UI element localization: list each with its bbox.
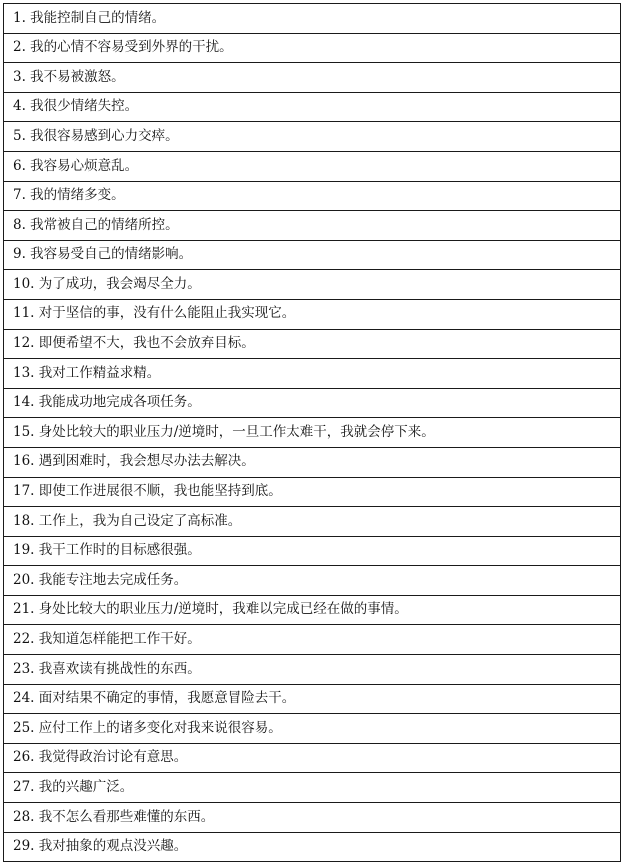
table-row — [4, 507, 621, 537]
table-row — [4, 151, 621, 181]
table-row — [4, 4, 621, 34]
table-row — [4, 447, 621, 477]
item-text: 1. 我能控制自己的情绪。 — [4, 4, 621, 34]
table-row — [4, 536, 621, 566]
table-row — [4, 714, 621, 744]
table-row — [4, 211, 621, 241]
item-text: 9. 我容易受自己的情绪影响。 — [4, 240, 621, 270]
item-text: 8. 我常被自己的情绪所控。 — [4, 211, 621, 241]
item-text: 18. 工作上，我为自己设定了高标准。 — [4, 507, 621, 537]
table-row — [4, 33, 621, 63]
table-row — [4, 625, 621, 655]
table-row — [4, 63, 621, 93]
item-text: 12. 即便希望不大，我也不会放弃目标。 — [4, 329, 621, 359]
table-row — [4, 595, 621, 625]
item-text: 24. 面对结果不确定的事情，我愿意冒险去干。 — [4, 684, 621, 714]
table-row — [4, 803, 621, 833]
table-row — [4, 122, 621, 152]
item-text: 13. 我对工作精益求精。 — [4, 359, 621, 389]
table-row — [4, 743, 621, 773]
item-text: 23. 我喜欢读有挑战性的东西。 — [4, 655, 621, 685]
table-row — [4, 181, 621, 211]
item-text: 27. 我的兴趣广泛。 — [4, 773, 621, 803]
item-text: 5. 我很容易感到心力交瘁。 — [4, 122, 621, 152]
table-row — [4, 832, 621, 862]
item-text: 10. 为了成功，我会竭尽全力。 — [4, 270, 621, 300]
item-text: 29. 我对抽象的观点没兴趣。 — [4, 832, 621, 862]
table-row — [4, 240, 621, 270]
table-row — [4, 684, 621, 714]
table-row — [4, 773, 621, 803]
item-text: 11. 对于坚信的事，没有什么能阻止我实现它。 — [4, 299, 621, 329]
item-text: 17. 即使工作进展很不顺，我也能坚持到底。 — [4, 477, 621, 507]
item-text: 20. 我能专注地去完成任务。 — [4, 566, 621, 596]
item-text: 2. 我的心情不容易受到外界的干扰。 — [4, 33, 621, 63]
item-text: 14. 我能成功地完成各项任务。 — [4, 388, 621, 418]
item-text: 3. 我不易被激怒。 — [4, 63, 621, 93]
table-row — [4, 329, 621, 359]
item-text: 21. 身处比较大的职业压力/逆境时，我难以完成已经在做的事情。 — [4, 595, 621, 625]
table-row — [4, 92, 621, 122]
item-text: 28. 我不怎么看那些难懂的东西。 — [4, 803, 621, 833]
table-row — [4, 359, 621, 389]
item-text: 22. 我知道怎样能把工作干好。 — [4, 625, 621, 655]
table-row — [4, 477, 621, 507]
item-text: 6. 我容易心烦意乱。 — [4, 151, 621, 181]
table-row — [4, 418, 621, 448]
item-text: 25. 应付工作上的诸多变化对我来说很容易。 — [4, 714, 621, 744]
item-text: 15. 身处比较大的职业压力/逆境时，一旦工作太难干，我就会停下来。 — [4, 418, 621, 448]
table-row — [4, 299, 621, 329]
item-text: 19. 我干工作时的目标感很强。 — [4, 536, 621, 566]
table-row — [4, 655, 621, 685]
item-text: 4. 我很少情绪失控。 — [4, 92, 621, 122]
table-row — [4, 388, 621, 418]
item-text: 26. 我觉得政治讨论有意思。 — [4, 743, 621, 773]
item-text: 7. 我的情绪多变。 — [4, 181, 621, 211]
questionnaire-body — [4, 4, 621, 862]
questionnaire-table — [3, 3, 621, 862]
item-text: 16. 遇到困难时，我会想尽办法去解决。 — [4, 447, 621, 477]
table-row — [4, 566, 621, 596]
table-row — [4, 270, 621, 300]
